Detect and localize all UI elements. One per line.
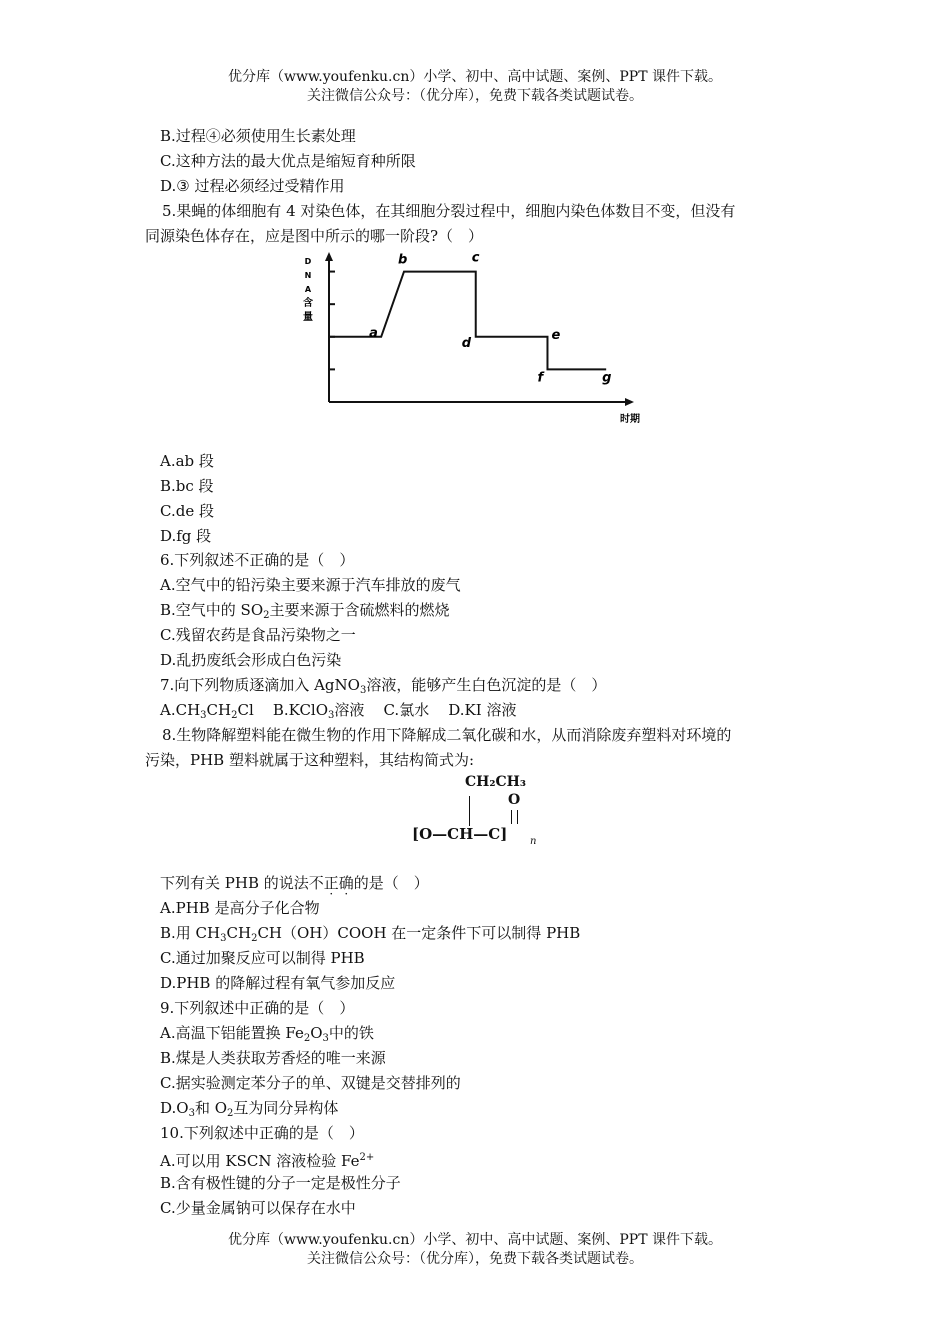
point-label-d: d <box>461 335 472 351</box>
q4-option-d: D.③ 过程必须经过受精作用 <box>160 177 345 195</box>
x-axis-label: 时期 <box>620 414 640 425</box>
q5-option-d: D.fg 段 <box>160 527 212 545</box>
point-label-b: b <box>398 252 408 268</box>
q10-option-a: A.可以用 KSCN 溶液检验 $Fe^{2+}$ <box>160 1152 375 1170</box>
q6-stem: 6.下列叙述不正确的是（ ） <box>160 551 355 569</box>
phb-double-bond <box>511 810 518 824</box>
y-axis-arrow <box>325 252 333 261</box>
q9-option-b: B.煤是人类获取芳香烃的唯一来源 <box>160 1049 386 1067</box>
q5-stem-line2: 同源染色体存在，应是图中所示的哪一阶段?（ ） <box>145 227 484 245</box>
q10-stem: 10.下列叙述中正确的是（ ） <box>160 1124 364 1142</box>
dna-curve <box>329 272 606 370</box>
point-label-e: e <box>551 327 561 343</box>
phb-carbonyl-o: O <box>508 792 521 808</box>
q4-option-b: B.过程④必须使用生长素处理 <box>160 127 356 145</box>
q9-stem: 9.下列叙述中正确的是（ ） <box>160 999 355 1017</box>
point-label-c: c <box>471 250 480 266</box>
q7-option-d: D.KI 溶液 <box>448 701 517 719</box>
q7-option-b: B.KClO$_3$溶液 <box>272 701 365 721</box>
q6-option-a: A.空气中的铅污染主要来源于汽车排放的废气 <box>160 576 461 594</box>
q6-option-b: B.空气中的 $SO_2$主要来源于含硫燃料的燃烧 <box>160 601 450 621</box>
q5-stem-line1: 5.果蝇的体细胞有 4 对染色体，在其细胞分裂过程中，细胞内染色体数目不变，但没有 <box>162 202 736 220</box>
q4-option-c: C.这种方法的最大优点是缩短育种所限 <box>160 152 416 170</box>
y-axis-label-char: A <box>304 285 312 294</box>
q8-option-a: A.PHB 是高分子化合物 <box>160 899 320 917</box>
page-footer-line2: 关注微信公众号：（优分库），免费下载各类试题试卷。 <box>307 1251 643 1267</box>
y-axis-label-chars <box>303 257 313 323</box>
point-label-f: f <box>537 370 544 386</box>
y-axis-label-char: N <box>304 271 312 280</box>
phb-main-chain: [O—CH—C] <box>412 825 508 843</box>
phb-structure-formula <box>410 770 550 850</box>
q8-stem-line2: 污染，PHB 塑料就属于这种塑料，其结构简式为: <box>145 751 475 769</box>
page-footer-line1: 优分库（www.youfenku.cn）小学、初中、高中试题、案例、PPT 课件下载。 <box>227 1232 722 1248</box>
q6-option-d: D.乱扔废纸会形成白色污染 <box>160 651 342 669</box>
point-label-a: a <box>369 325 378 341</box>
y-axis-label-char: 含 <box>303 298 313 309</box>
phb-repeat-n: n <box>530 836 537 847</box>
q8-option-b: B.用 $CH_3CH_2CH(OH)COOH$ 在一定条件下可以制得 PHB <box>160 924 581 944</box>
page-header-line2: 关注微信公众号：（优分库），免费下载各类试题试卷。 <box>307 88 643 104</box>
q8-option-c: C.通过加聚反应可以制得 PHB <box>160 949 365 967</box>
q10-option-c: C.少量金属钠可以保存在水中 <box>160 1199 356 1217</box>
q10-option-b: B.含有极性键的分子一定是极性分子 <box>160 1174 401 1192</box>
q5-option-a: A.ab 段 <box>160 452 214 470</box>
q6-option-c: C.残留农药是食品污染物之一 <box>160 626 356 644</box>
q9-option-c: C.据实验测定苯分子的单、双键是交替排列的 <box>160 1074 461 1092</box>
q7-stem: 7.向下列物质逐滴加入 AgNO$_3$溶液，能够产生白色沉淀的是（ ） <box>160 676 607 696</box>
q5-option-c: C.de 段 <box>160 502 214 520</box>
dna-content-chart <box>290 250 640 430</box>
q7-option-c: C.氯水 <box>383 701 430 719</box>
phb-side-chain: CH₂CH₃ <box>465 774 527 790</box>
phb-vertical-bond <box>469 796 470 826</box>
y-axis-label-char: D <box>304 257 312 266</box>
x-axis-arrow <box>625 398 634 406</box>
q8-option-d: D.PHB 的降解过程有氧气参加反应 <box>160 974 396 992</box>
q9-option-a: A.高温下铝能置换 $Fe_2O_3$中的铁 <box>160 1024 374 1044</box>
q8-subquestion: 下列有关 PHB 的说法不正确的是（ ） <box>160 874 429 892</box>
point-label-g: g <box>602 370 612 386</box>
page-header-line1: 优分库（www.youfenku.cn）小学、初中、高中试题、案例、PPT 课件下载。 <box>227 69 722 85</box>
q9-option-d: $D.O_3$和 $O_2$互为同分异构体 <box>160 1099 339 1119</box>
q8-stem-line1: 8.生物降解塑料能在微生物的作用下降解成二氧化碳和水，从而消除废弃塑料对环境的 <box>162 726 732 744</box>
y-axis-label-char: 量 <box>303 312 313 323</box>
q7-option-a: $A.CH_3CH_2Cl$ <box>160 701 254 721</box>
q5-option-b: B.bc 段 <box>160 477 214 495</box>
q7-options <box>160 700 516 726</box>
